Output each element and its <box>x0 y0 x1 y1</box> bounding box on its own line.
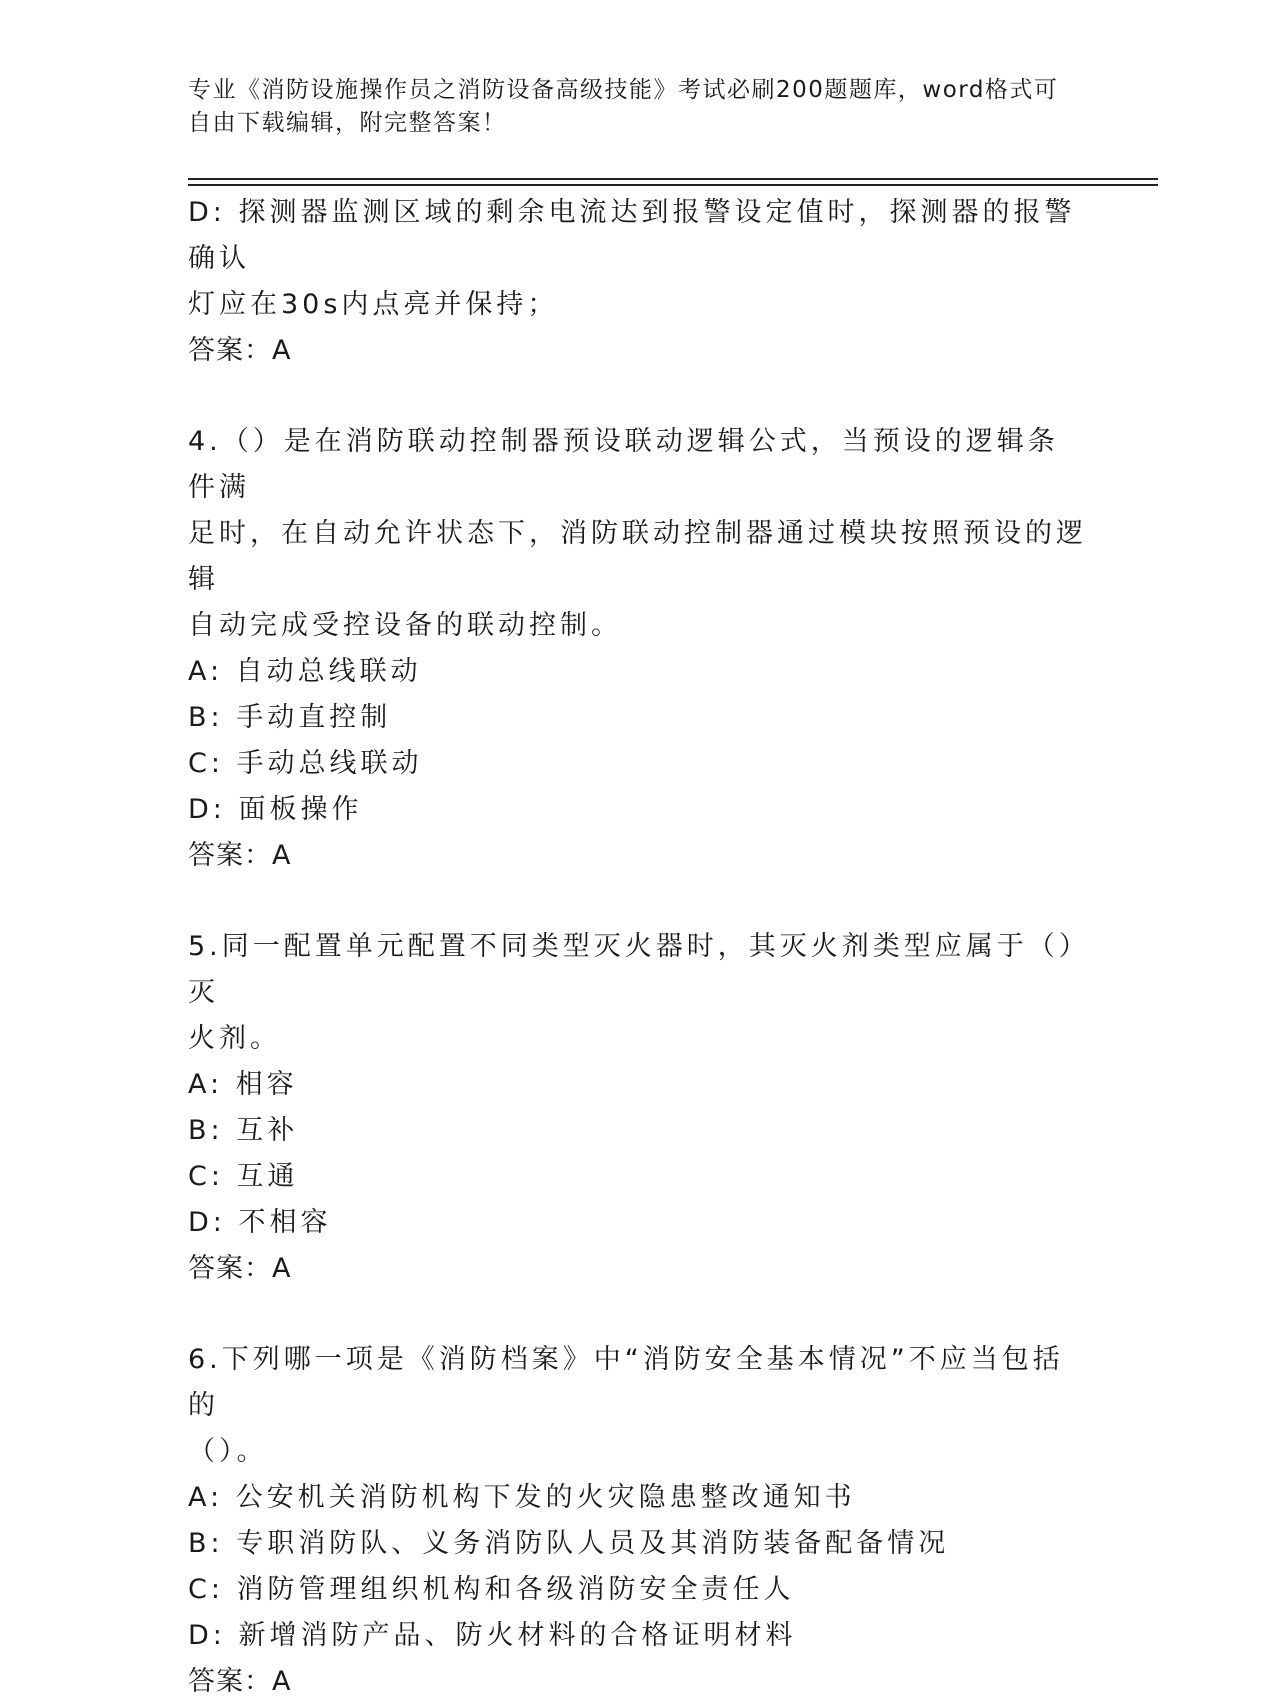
option-a: A: 相容 <box>188 1069 298 1100</box>
answer-line: 答案：A <box>188 335 292 366</box>
question-content <box>188 190 1088 1705</box>
option-d: D: 探测器监测区域的剩余电流达到报警设定值时，探测器的报警确认 <box>188 197 1076 274</box>
question-stem: 5.同一配置单元配置不同类型灭火器时，其灭火剂类型应属于（）灭 <box>188 931 1077 1008</box>
option-a: A: 公安机关消防机构下发的火灾隐患整改通知书 <box>188 1482 856 1513</box>
header-divider-top <box>188 178 1158 180</box>
answer-line: 答案：A <box>188 1666 292 1697</box>
option-d: D: 新增消防产品、防火材料的合格证明材料 <box>188 1620 797 1651</box>
question-stem: 4.（）是在消防联动控制器预设联动逻辑公式，当预设的逻辑条件满 <box>188 426 1059 503</box>
question-stem: 自动完成受控设备的联动控制。 <box>188 610 622 641</box>
question-stem: 6.下列哪一项是《消防档案》中“消防安全基本情况”不应当包括的 <box>188 1344 1064 1421</box>
option-d: D: 不相容 <box>188 1207 332 1238</box>
option-d: D: 面板操作 <box>188 794 363 825</box>
option-b: B: 互补 <box>188 1115 299 1146</box>
question-5 <box>188 924 1088 1292</box>
question-stem: 足时，在自动允许状态下，消防联动控制器通过模块按照预设的逻辑 <box>188 518 1087 595</box>
header-line-1: 专业《消防设施操作员之消防设备高级技能》考试必刷200题题库，word格式可 <box>188 77 1059 103</box>
option-a: A: 自动总线联动 <box>188 656 422 687</box>
option-c: C: 手动总线联动 <box>188 748 423 779</box>
header-divider-bottom <box>188 184 1158 186</box>
document-header <box>188 74 1088 140</box>
option-b: B: 手动直控制 <box>188 702 392 733</box>
question-stem: （）。 <box>188 1436 268 1467</box>
answer-line: 答案：A <box>188 1253 292 1284</box>
option-c: C: 互通 <box>188 1161 299 1192</box>
previous-question-tail <box>188 190 1088 374</box>
question-stem: 火剂。 <box>188 1023 281 1054</box>
header-line-2: 自由下载编辑，附完整答案！ <box>188 110 507 136</box>
option-c: C: 消防管理组织机构和各级消防安全责任人 <box>188 1574 795 1605</box>
question-4 <box>188 419 1088 879</box>
option-d-continued: 灯应在30s内点亮并保持； <box>188 289 559 320</box>
answer-line: 答案：A <box>188 840 292 871</box>
option-b: B: 专职消防队、义务消防队人员及其消防装备配备情况 <box>188 1528 950 1559</box>
